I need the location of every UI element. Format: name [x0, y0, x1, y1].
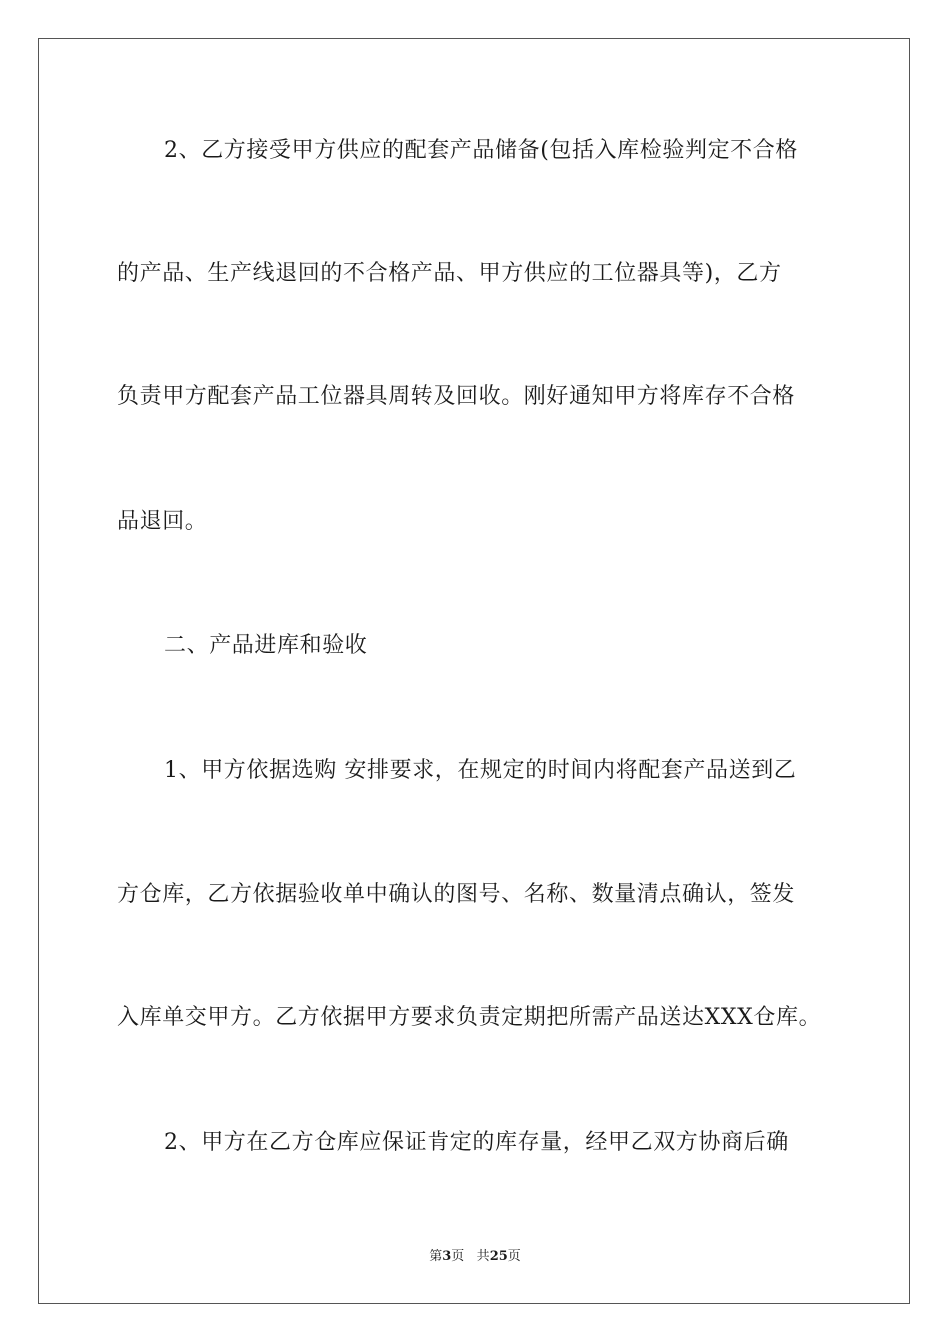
paragraph-line: 入库单交甲方。乙方依据甲方要求负责定期把所需产品送达XXX仓库。	[117, 1005, 822, 1030]
footer-prefix: 第	[429, 1249, 443, 1264]
page-border	[38, 38, 910, 1304]
footer-total-prefix: 共	[476, 1249, 490, 1264]
current-page-number: 3	[442, 1249, 452, 1264]
paragraph-line: 负责甲方配套产品工位器具周转及回收。刚好通知甲方将库存不合格	[117, 384, 796, 409]
total-page-count: 25	[489, 1249, 508, 1264]
footer-page-suffix: 页	[451, 1249, 465, 1264]
paragraph-line: 2、甲方在乙方仓库应保证肯定的库存量，经甲乙双方协商后确	[164, 1130, 789, 1155]
page-number-footer	[0, 1248, 950, 1266]
paragraph-line: 1、甲方依据选购 安排要求，在规定的时间内将配套产品送到乙	[164, 758, 797, 783]
paragraph-line: 品退回。	[117, 509, 208, 534]
footer-total-suffix: 页	[507, 1249, 521, 1264]
section-heading: 二、产品进库和验收	[164, 633, 368, 658]
paragraph-line: 的产品、生产线退回的不合格产品、甲方供应的工位器具等)，乙方	[117, 261, 782, 286]
paragraph-line: 2、乙方接受甲方供应的配套产品储备(包括入库检验判定不合格	[164, 138, 798, 163]
paragraph-line: 方仓库，乙方依据验收单中确认的图号、名称、数量清点确认，签发	[117, 882, 796, 907]
